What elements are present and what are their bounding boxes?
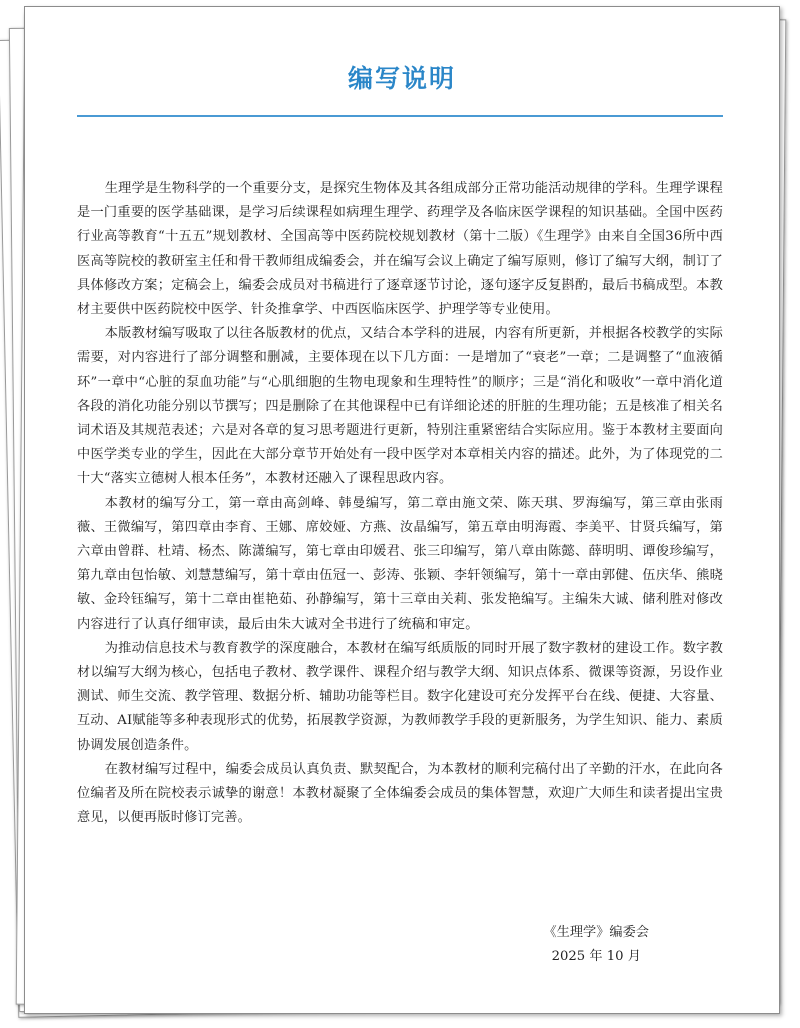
page-title: 编写说明 <box>347 64 456 93</box>
paragraph-thanks: 在教材编写过程中，编委会成员认真负责、默契配合，为本教材的顺利完稿付出了辛勤的汗水，在此向各位编者及所在院校表示诚挚的谢意！本教材凝聚了全体编委会成员的集体智慧，欢迎广大师生和读者提出宝贵意见，以便再版时修订完善。 <box>77 761 723 826</box>
signature-date: 2025 年 10 月 <box>551 949 641 964</box>
signature-block <box>544 921 650 969</box>
document-body <box>77 177 723 830</box>
paragraph-intro: 生理学是生物科学的一个重要分支，是探究生物体及其各组成部分正常功能活动规律的学科。生理学课程是一门重要的医学基础课，是学习后续课程如病理生理学、药理学及各临床医学课程的知识基础。全国中医药行业高等教育“十五五”规划教材、全国高等中医药院校规划教材（第十二版）《生理学》由来自全国36所中西医高等院校的教研室主任和骨干教师组成编委会，并在编写会议上确定了编写原则，修订了编写大纲，制订了具体修改方案；定稿会上，编委会成员对书稿进行了逐章逐节讨论，逐句逐字反复斟酌，最后书稿成型。本教材主要供中医药院校中医学、针灸推拿学、中西医临床医学、护理学等专业使用。 <box>77 181 723 318</box>
paragraph-digital: 为推动信息技术与教育教学的深度融合，本教材在编写纸质版的同时开展了数字教材的建设工作。数字教材以编写大纲为核心，包括电子教材、教学课件、课程介绍与教学大纲、知识点体系、微课等资源，另设作业测试、师生交流、教学管理、数据分析、辅助功能等栏目。数字化建设可充分发挥平台在线、便捷、大容量、互动、AI赋能等多种表现形式的优势，拓展教学资源，为教师教学手段的更新服务，为学生知识、能力、素质协调发展创造条件。 <box>77 640 723 753</box>
document-page <box>24 6 780 1014</box>
paragraph-authors: 本教材的编写分工，第一章由高剑峰、韩曼编写，第二章由施文荣、陈天琪、罗海编写，第三章由张雨薇、王微编写，第四章由李育、王娜、席姣娅、方燕、汝晶编写，第五章由明海霞、李美平、甘贤兵编写，第六章由曾群、杜靖、杨杰、陈潇编写，第七章由印媛君、张三印编写，第八章由陈懿、薛明明、谭俊珍编写，第九章由包怡敏、刘慧慧编写，第十章由伍冠一、彭涛、张颖、李轩领编写，第十一章由郭健、伍庆华、熊晓敏、金玲钰编写，第十二章由崔艳茹、孙静编写，第十三章由关莉、张发艳编写。主编朱大诚、储利胜对修改内容进行了认真仔细审读，最后由朱大诚对全书进行了统稿和审定。 <box>77 495 723 632</box>
title-divider <box>77 115 723 117</box>
paragraph-revisions: 本版教材编写吸取了以往各版教材的优点，又结合本学科的进展，内容有所更新，并根据各校教学的实际需要，对内容进行了部分调整和删减，主要体现在以下几方面：一是增加了“衰老”一章；二是调整了“血液循环”一章中“心脏的泵血功能”与“心肌细胞的生物电现象和生理特性”的顺序；三是“消化和吸收”一章中消化道各段的消化功能分别以节撰写；四是删除了在其他课程中已有详细论述的肝脏的生理功能；五是核准了相关名词术语及其规范表述；六是对各章的复习思考题进行更新，特别注重紧密结合实际应用。鉴于本教材主要面向中医学类专业的学生，因此在大部分章节开始处有一段中医学对本章相关内容的描述。此外，为了体现党的二十大“落实立德树人根本任务”，本教材还融入了课程思政内容。 <box>77 326 723 487</box>
signature-author: 《生理学》编委会 <box>543 925 649 940</box>
